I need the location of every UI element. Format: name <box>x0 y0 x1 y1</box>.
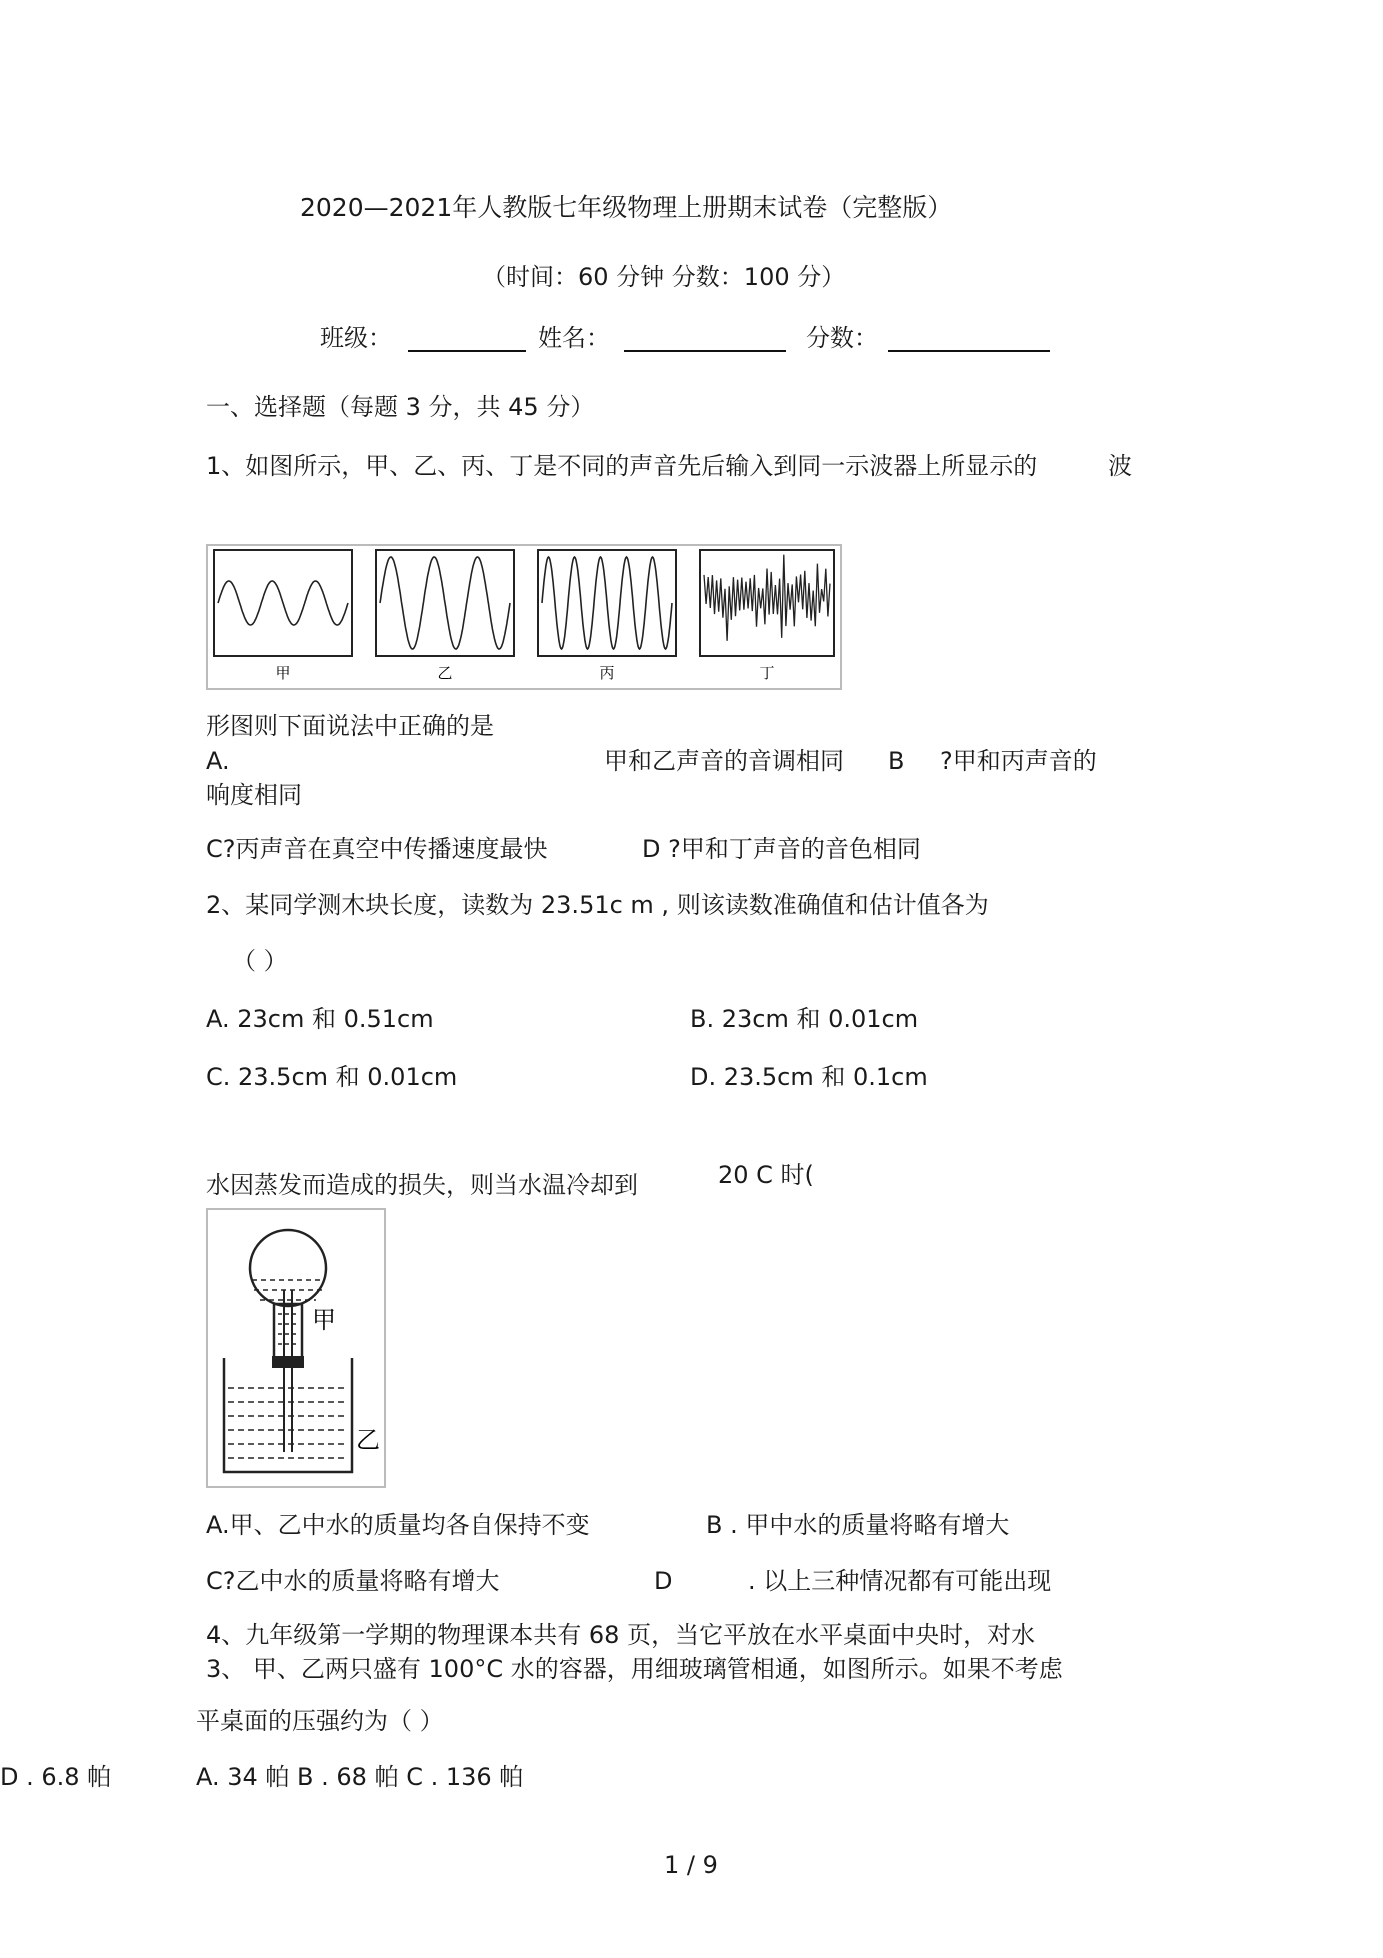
q1-option-a: 甲和乙声音的音调相同 <box>604 747 844 775</box>
q2-stem: 2、某同学测木块长度，读数为 23.51c m , 则该读数准确值和估计值各为 <box>206 891 989 919</box>
score-label: 分数： <box>806 324 878 352</box>
q2-option-c: C. 23.5cm 和 0.01cm <box>206 1063 458 1091</box>
waveform-figure <box>206 544 842 690</box>
beaker <box>224 1358 352 1472</box>
q2-option-a: A. 23cm 和 0.51cm <box>206 1005 434 1033</box>
q4-stem: 4、九年级第一学期的物理课本共有 68 页，当它平放在水平桌面中央时，对水 <box>206 1621 1036 1649</box>
apparatus-figure <box>206 1208 386 1488</box>
q1-stem: 1、如图所示，甲、乙、丙、丁是不同的声音先后输入到同一示波器上所显示的 <box>206 452 1038 480</box>
waveform-label-bing: 丙 <box>599 664 615 682</box>
q4-option-d: D . 6.8 帕 <box>0 1763 112 1791</box>
flask-neck <box>274 1304 302 1358</box>
waveform-bing <box>542 557 672 649</box>
stopper <box>272 1356 304 1368</box>
name-blank[interactable] <box>624 348 786 352</box>
q1-stem2: 形图则下面说法中正确的是 <box>206 712 494 740</box>
section-heading: 一、选择题（每题 3 分，共 45 分） <box>206 393 595 421</box>
class-label: 班级： <box>320 324 392 352</box>
beaker-label-yi: 乙 <box>356 1426 380 1454</box>
q4-options-abc: A. 34 帕 B . 68 帕 C . 136 帕 <box>196 1763 524 1791</box>
exam-subtitle: （时间：60 分钟 分数：100 分） <box>482 263 846 291</box>
q1-option-d: D ?甲和丁声音的音色相同 <box>642 835 921 863</box>
q3-stem-full: 3、 甲、乙两只盛有 100°C 水的容器，用细玻璃管相通，如图所示。如果不考虑 <box>206 1655 1063 1683</box>
q1-option-b-letter: B <box>888 747 905 775</box>
score-blank[interactable] <box>888 348 1050 352</box>
page-number: 1 / 9 <box>664 1851 718 1879</box>
q1-option-a-letter: A. <box>206 747 230 775</box>
q3-option-b: B . 甲中水的质量将略有增大 <box>706 1511 1010 1539</box>
q1-option-b-cont: 响度相同 <box>206 781 302 809</box>
q3-stem-part: 水因蒸发而造成的损失，则当水温冷却到 <box>206 1171 638 1199</box>
q4-stem2: 平桌面的压强约为（ ） <box>196 1707 444 1735</box>
flask-label-jia: 甲 <box>312 1306 336 1334</box>
waveform-jia <box>218 581 348 625</box>
waveform-label-ding: 丁 <box>759 664 775 682</box>
name-label: 姓名： <box>538 324 610 352</box>
q3-option-a: A.甲、乙中水的质量均各自保持不变 <box>206 1511 590 1539</box>
flask-bulb <box>250 1230 326 1306</box>
q2-option-d: D. 23.5cm 和 0.1cm <box>690 1063 928 1091</box>
q3-option-d-letter: D <box>654 1567 673 1595</box>
q3-option-d: . 以上三种情况都有可能出现 <box>748 1567 1052 1595</box>
q1-option-b: ?甲和丙声音的 <box>940 747 1097 775</box>
q3-temperature: 20 C 时( <box>718 1161 814 1189</box>
q2-option-b: B. 23cm 和 0.01cm <box>690 1005 919 1033</box>
waveform-label-jia: 甲 <box>275 664 291 682</box>
page-title: 2020—2021年人教版七年级物理上册期末试卷（完整版） <box>300 193 953 222</box>
waveform-ding <box>704 555 830 641</box>
waveform-yi <box>380 557 510 649</box>
q2-paren: （ ） <box>232 947 288 975</box>
q1-option-c: C?丙声音在真空中传播速度最快 <box>206 835 548 863</box>
waveform-label-yi: 乙 <box>437 664 453 682</box>
q1-stem-end: 波 <box>1108 452 1132 480</box>
q3-option-c: C?乙中水的质量将略有增大 <box>206 1567 500 1595</box>
class-blank[interactable] <box>408 348 526 352</box>
